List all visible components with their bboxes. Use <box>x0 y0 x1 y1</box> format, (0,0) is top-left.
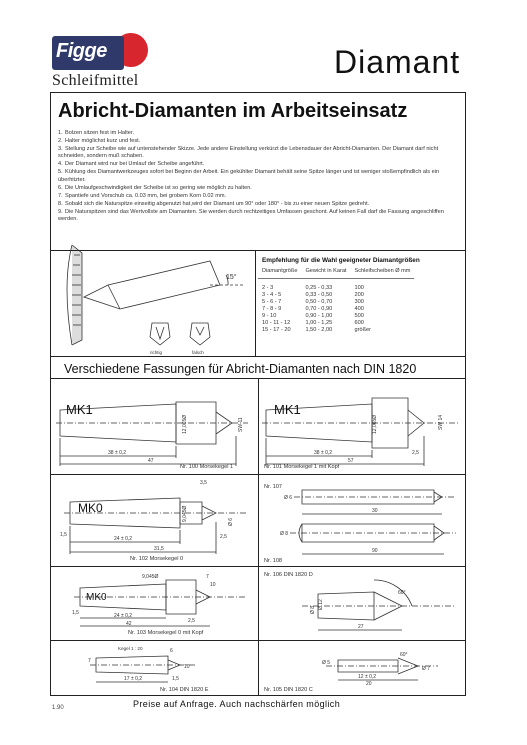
brand-logo: Figge <box>56 40 107 62</box>
svg-text:Ø 5: Ø 5 <box>322 660 331 666</box>
svg-text:9,045Ø: 9,045Ø <box>182 505 188 522</box>
table-row: 7 - 8 - 9 0,70 - 0,90 400 <box>262 306 364 312</box>
page-number: 1.90 <box>52 705 64 711</box>
table-header: Schleifscheiben Ø mm <box>351 268 415 279</box>
table-row: 3 - 4 - 5 0,33 - 0,50 200 <box>262 292 364 298</box>
svg-text:2,5: 2,5 <box>412 450 419 456</box>
caption-nr108: Nr. 108 <box>264 558 283 564</box>
svg-text:31,5: 31,5 <box>154 546 164 552</box>
svg-text:1,5: 1,5 <box>60 532 67 538</box>
drawing-nr106 <box>262 578 462 636</box>
svg-text:38 ± 0,2: 38 ± 0,2 <box>108 450 127 456</box>
svg-text:17 ± 0,2: 17 ± 0,2 <box>124 676 143 682</box>
product-title: Diamant <box>334 44 461 80</box>
drawing-nr104 <box>56 644 252 688</box>
label-correct: richtig <box>150 350 163 355</box>
svg-text:60°: 60° <box>400 652 408 658</box>
label-wrong: falsch <box>192 350 204 355</box>
angle-label: 15° <box>226 274 237 281</box>
divider-vertical <box>255 250 256 356</box>
svg-text:10: 10 <box>184 664 190 670</box>
svg-text:1,5: 1,5 <box>172 676 179 682</box>
svg-text:24 ± 0,2: 24 ± 0,2 <box>114 613 133 619</box>
svg-text:38 ± 0,2: 38 ± 0,2 <box>314 450 333 456</box>
dressing-sketch <box>60 245 250 357</box>
drawing-nr103 <box>56 570 252 636</box>
svg-text:12,065Ø: 12,065Ø <box>182 414 188 434</box>
svg-text:90: 90 <box>372 548 378 554</box>
drawing-nr107 <box>262 486 462 520</box>
svg-text:Ø 8: Ø 8 <box>280 531 289 537</box>
table-row: 15 - 17 - 20 1,50 - 2,00 größer <box>262 327 371 333</box>
svg-text:12 ± 0,2: 12 ± 0,2 <box>358 674 377 680</box>
caption-nr107: Nr. 107 <box>264 484 283 490</box>
drawing-nr105 <box>262 646 462 686</box>
recommendation-title: Empfehlung für die Wahl geeigneter Diamantgrößen <box>262 257 420 264</box>
table-row: 5 - 6 - 7 0,50 - 0,70 300 <box>262 299 364 305</box>
instruction-item: 9. Die Naturspitzen sind das Wertvollste am Diamanten. Sie werden durch rechtzeitiges Umfassen geschont. Auf keinen Fall darf die Fassung angeschliffen werden. <box>58 208 444 223</box>
page-title: Abricht-Diamanten im Arbeitseinsatz <box>58 100 408 122</box>
caption-nr105: Nr. 105 DIN 1820 C <box>264 687 313 693</box>
instruction-item: 4. Der Diamant wird nur bei Umlauf der Scheibe angeführt. <box>58 161 205 168</box>
caption-nr100: Nr. 100 Morsekegel 1 <box>180 464 234 470</box>
caption-nr102: Nr. 102 Morsekegel 0 <box>130 556 184 562</box>
drawing-nr101 <box>262 384 462 470</box>
instruction-list <box>58 130 458 224</box>
svg-text:10: 10 <box>210 582 216 588</box>
svg-text:9,045Ø: 9,045Ø <box>142 574 159 580</box>
svg-text:1,5: 1,5 <box>72 610 79 616</box>
divider-horizontal <box>50 250 466 251</box>
instruction-item: 5. Kühlung des Diamantwerkzeuges sofort bei Beginn der Arbeit. Ein gekühlter Diamant behält seine Spitze länger und ist weniger stoßempfindlich als ein überhitzter. <box>58 169 440 183</box>
svg-text:Ø 6: Ø 6 <box>228 517 234 526</box>
drawing-nr108 <box>262 520 462 560</box>
svg-text:SW 14: SW 14 <box>438 414 444 430</box>
svg-text:Kegel 1 : 20: Kegel 1 : 20 <box>118 646 143 651</box>
svg-text:12,065Ø: 12,065Ø <box>372 414 378 434</box>
caption-nr103: Nr. 103 Morsekegel 0 mit Kopf <box>128 630 204 636</box>
svg-text:MK1: MK1 <box>66 402 93 417</box>
svg-text:3,5: 3,5 <box>200 480 207 486</box>
svg-text:SW 11: SW 11 <box>238 417 244 432</box>
table-row: 10 - 11 - 12 1,00 - 1,25 600 <box>262 320 364 326</box>
svg-text:Ø 7: Ø 7 <box>422 666 431 672</box>
instruction-item: 3. Stellung zur Scheibe wie auf untenstehender Skizze. Jede andere Einstellung verkürzt die Lebensdauer der Abricht-Diamanten. Der Diamant darf nicht schneiden, sondern muß schaben. <box>58 146 439 160</box>
instruction-item: 6. Die Umlaufgeschwindigkeit der Scheibe ist so gering wie möglich zu halten. <box>58 184 252 191</box>
svg-text:2,5: 2,5 <box>188 618 195 624</box>
instruction-item: 2. Halter möglichst kurz und fest. <box>58 138 141 145</box>
recommendation-table <box>258 268 414 334</box>
drawing-nr102 <box>56 478 252 560</box>
caption-nr106: Nr. 106 DIN 1820 D <box>264 572 313 578</box>
svg-text:Ø 8: Ø 8 <box>310 605 316 614</box>
svg-text:MK0: MK0 <box>86 592 107 603</box>
svg-text:Ø 6: Ø 6 <box>284 495 293 501</box>
table-header: Diamantgröße <box>258 268 301 279</box>
svg-text:42: 42 <box>126 621 132 627</box>
svg-text:6: 6 <box>170 648 173 654</box>
instruction-item: 8. Sobald sich die Naturspitze einseitig abgenutzt hat,wird der Diamant um 90° oder 180° - bis zu einer neuen Spitze gedreht. <box>58 200 370 207</box>
brand-subtitle: Schleifmittel <box>52 72 139 89</box>
divider-horizontal <box>50 356 466 357</box>
table-header: Gewicht in Karat <box>301 268 350 279</box>
svg-text:2,5: 2,5 <box>220 534 227 540</box>
svg-text:MK0: MK0 <box>78 501 103 515</box>
table-row: 2 - 3 0,25 - 0,33 100 <box>262 285 364 291</box>
svg-text:57: 57 <box>348 458 354 464</box>
caption-nr104: Nr. 104 DIN 1820 E <box>160 687 209 693</box>
table-header-row <box>258 268 414 279</box>
svg-text:47: 47 <box>148 458 154 464</box>
drawing-nr100 <box>56 384 252 470</box>
svg-text:7: 7 <box>88 658 91 664</box>
instruction-item: 7. Spantiefe und Vorschub ca. 0.03 mm, bei grobem Korn 0.02 mm. <box>58 192 227 199</box>
svg-text:20: 20 <box>366 681 372 687</box>
footer-note: Preise auf Anfrage. Auch nachschärfen möglich <box>133 699 341 709</box>
svg-text:MK1: MK1 <box>274 402 301 417</box>
svg-text:Ø 12: Ø 12 <box>318 599 324 610</box>
svg-text:60°: 60° <box>398 590 406 596</box>
caption-nr101: Nr. 101 Morsekegel 1 mit Kopf <box>264 464 340 470</box>
grid-line <box>258 378 259 696</box>
table-row: 9 - 10 0,90 - 1,00 500 <box>262 313 364 319</box>
svg-text:27: 27 <box>358 624 364 630</box>
svg-text:24 ± 0,2: 24 ± 0,2 <box>114 536 133 542</box>
section-heading: Verschiedene Fassungen für Abricht-Diamanten nach DIN 1820 <box>64 362 417 376</box>
svg-text:7: 7 <box>206 574 209 580</box>
instruction-item: 1. Bolzen sitzen fest im Halter. <box>58 130 135 136</box>
svg-text:30: 30 <box>372 508 378 514</box>
